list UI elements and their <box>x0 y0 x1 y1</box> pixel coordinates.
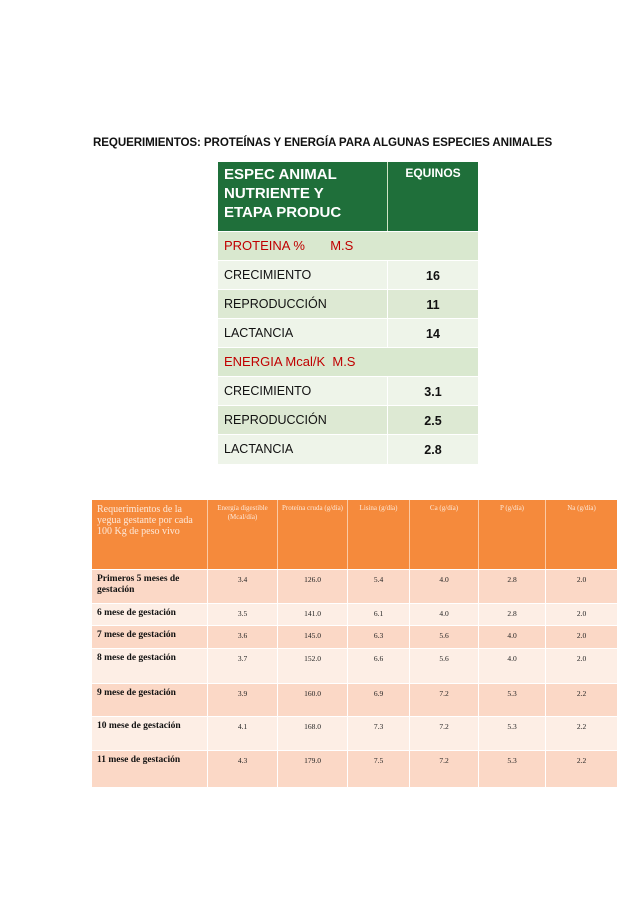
row-value: 5.6 <box>410 649 479 683</box>
section-title: ENERGIA Mcal/K M.S <box>224 354 356 369</box>
header-line: NUTRIENTE Y <box>224 185 324 202</box>
table-row <box>92 683 617 716</box>
row-value: 3.4 <box>208 570 278 603</box>
header-cell: P (g/día) <box>479 500 546 569</box>
row-value: 5.3 <box>479 684 546 716</box>
header-cell: Energía digestible (Mcal/día) <box>208 500 278 569</box>
row-value: 4.0 <box>410 570 479 603</box>
row-value: 3.6 <box>208 626 278 648</box>
row-label: LACTANCIA <box>218 435 388 464</box>
row-value: 6.3 <box>348 626 410 648</box>
row-value: 6.6 <box>348 649 410 683</box>
row-value: 2.0 <box>576 631 587 640</box>
row-label: 7 mese de gestación <box>92 626 208 648</box>
row-value: 5.3 <box>479 717 546 750</box>
row-value: 2.0 <box>576 654 587 663</box>
row-label: 9 mese de gestación <box>92 684 208 716</box>
row-value: 16 <box>426 269 440 283</box>
row-value: 3.7 <box>208 649 278 683</box>
page-title: REQUERIMIENTOS: PROTEÍNAS Y ENERGÍA PARA ALGUNAS ESPECIES ANIMALES <box>93 136 553 149</box>
table-row <box>218 260 478 289</box>
row-label: LACTANCIA <box>218 319 388 347</box>
row-label: 10 mese de gestación <box>92 717 208 750</box>
table-row <box>218 376 478 405</box>
row-value: 4.1 <box>208 717 278 750</box>
row-value: 2.8 <box>479 604 546 625</box>
section-energy <box>218 347 478 376</box>
row-value: 2.0 <box>576 575 587 584</box>
row-value: 3.1 <box>424 385 442 399</box>
row-value: 179.0 <box>278 751 348 787</box>
row-value: 6.9 <box>348 684 410 716</box>
row-value: 2.8 <box>424 443 442 457</box>
row-value: 6.1 <box>348 604 410 625</box>
table-row <box>218 318 478 347</box>
row-value: 126.0 <box>278 570 348 603</box>
table-header <box>218 162 478 231</box>
table-row <box>92 716 617 750</box>
table-row <box>218 289 478 318</box>
row-value: 2.2 <box>576 689 587 698</box>
section-title: PROTEINA % M.S <box>224 238 354 253</box>
header-line: ESPEC ANIMAL <box>224 166 337 183</box>
mare-gestation-requirements-table <box>92 500 617 787</box>
section-protein <box>218 231 478 260</box>
row-value: 2.2 <box>576 722 587 731</box>
row-value: 2.0 <box>576 609 587 618</box>
row-label: REPRODUCCIÓN <box>218 290 388 318</box>
row-value: 168.0 <box>278 717 348 750</box>
table-row <box>92 569 617 603</box>
row-value: 5.6 <box>410 626 479 648</box>
table-header <box>92 500 617 569</box>
header-species-nutrient <box>218 162 388 231</box>
row-value: 2.2 <box>576 756 587 765</box>
header-equinos: EQUINOS <box>405 166 461 180</box>
row-label: CRECIMIENTO <box>218 377 388 405</box>
row-value: 4.0 <box>479 626 546 648</box>
header-cell: Ca (g/día) <box>410 500 479 569</box>
header-line: ETAPA PRODUC <box>224 204 342 221</box>
row-value: 5.4 <box>348 570 410 603</box>
header-cell: Na (g/día) <box>567 504 596 512</box>
table-row <box>92 750 617 787</box>
row-value: 160.0 <box>278 684 348 716</box>
row-value: 4.0 <box>479 649 546 683</box>
table-row <box>92 625 617 648</box>
header-cell: Requerimientos de la yegua gestante por cada 100 Kg de peso vivo <box>92 500 208 569</box>
row-label: CRECIMIENTO <box>218 261 388 289</box>
row-value: 141.0 <box>278 604 348 625</box>
row-value: 14 <box>426 327 440 341</box>
table-row <box>92 603 617 625</box>
header-cell: Proteína cruda (g/día) <box>278 500 348 569</box>
row-label: Primeros 5 meses de gestación <box>92 570 208 603</box>
row-value: 152.0 <box>278 649 348 683</box>
row-label: 6 mese de gestación <box>92 604 208 625</box>
table-row <box>218 405 478 434</box>
row-value: 3.9 <box>208 684 278 716</box>
equine-requirements-table <box>218 162 478 464</box>
row-value: 5.3 <box>479 751 546 787</box>
row-value: 2.5 <box>424 414 442 428</box>
row-value: 7.5 <box>348 751 410 787</box>
row-value: 11 <box>426 298 440 312</box>
row-value: 4.3 <box>208 751 278 787</box>
row-label: 8 mese de gestación <box>92 649 208 683</box>
row-value: 3.5 <box>208 604 278 625</box>
row-value: 7.2 <box>410 684 479 716</box>
table-row <box>218 434 478 464</box>
table-row <box>92 648 617 683</box>
row-value: 7.2 <box>410 717 479 750</box>
row-value: 4.0 <box>410 604 479 625</box>
row-label: REPRODUCCIÓN <box>218 406 388 434</box>
row-label: 11 mese de gestación <box>92 751 208 787</box>
row-value: 2.8 <box>479 570 546 603</box>
row-value: 145.0 <box>278 626 348 648</box>
row-value: 7.3 <box>348 717 410 750</box>
header-cell: Lisina (g/día) <box>348 500 410 569</box>
row-value: 7.2 <box>410 751 479 787</box>
